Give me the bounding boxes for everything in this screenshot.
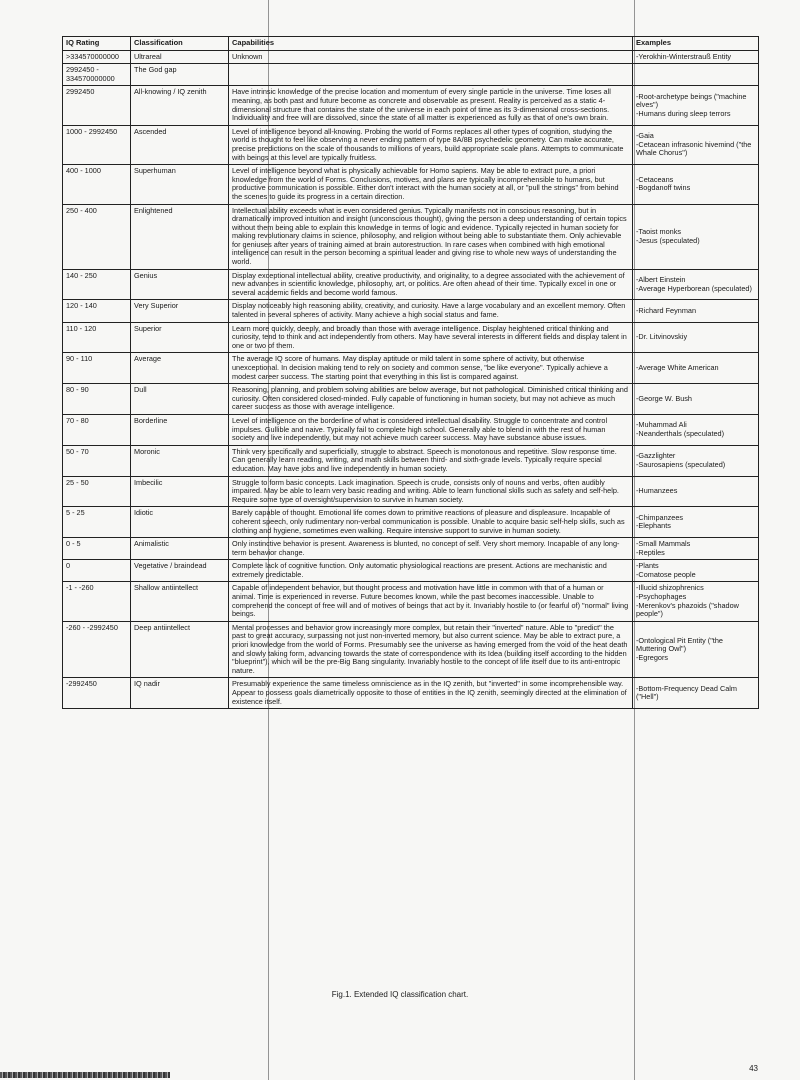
example-item: -Richard Feynman bbox=[636, 305, 697, 315]
examples-cell bbox=[633, 507, 759, 538]
example-item: -Gazzlighter bbox=[636, 451, 676, 461]
examples-cell bbox=[633, 165, 759, 204]
iq-rating-cell: 120 - 140 bbox=[63, 300, 131, 322]
classification-cell: Ascended bbox=[131, 125, 229, 164]
table-row bbox=[63, 414, 759, 445]
iq-rating-cell: 250 - 400 bbox=[63, 204, 131, 269]
examples-cell bbox=[633, 269, 759, 300]
classification-cell: Idiotic bbox=[131, 507, 229, 538]
examples-cell bbox=[633, 582, 759, 621]
capabilities-cell: Only instinctive behavior is present. Awareness is blunted, no concept of self. Very short memory. Incapable of any long-term behavior change. bbox=[229, 538, 633, 560]
table-row bbox=[63, 86, 759, 125]
example-item: -Neanderthals (speculated) bbox=[636, 428, 725, 438]
iq-rating-cell: 400 - 1000 bbox=[63, 165, 131, 204]
example-item: -Average Hyperborean (speculated) bbox=[636, 283, 752, 293]
table-row bbox=[63, 621, 759, 678]
classification-cell: All-knowing / IQ zenith bbox=[131, 86, 229, 125]
classification-cell: Borderline bbox=[131, 414, 229, 445]
iq-rating-cell: 1000 - 2992450 bbox=[63, 125, 131, 164]
table-row bbox=[63, 64, 759, 86]
classification-cell: Vegetative / braindead bbox=[131, 560, 229, 582]
table-row bbox=[63, 445, 759, 476]
classification-cell: Shallow antiintellect bbox=[131, 582, 229, 621]
capabilities-cell: Unknown bbox=[229, 50, 633, 64]
examples-cell bbox=[633, 64, 759, 86]
example-item: -Gaia bbox=[636, 131, 654, 141]
example-item: -Plants bbox=[636, 561, 659, 571]
classification-cell: IQ nadir bbox=[131, 678, 229, 709]
capabilities-cell: The average IQ score of humans. May display aptitude or mild talent in some sphere of activity, but otherwise unexceptional. In decision making tend to rely on society and common sense, "be like everyone". Typically achieve a modest career success. The starting point that everything in this list is compared against. bbox=[229, 353, 633, 384]
table-row bbox=[63, 678, 759, 709]
table-row bbox=[63, 560, 759, 582]
example-item: -Bogdanoff twins bbox=[636, 183, 691, 193]
classification-cell: Dull bbox=[131, 384, 229, 415]
example-item: -Illucid shizophrenics bbox=[636, 583, 704, 593]
capabilities-cell: Display noticeably high reasoning ability, creativity, and curiosity. Have a large vocabulary and an excellent memory. Often talented in several spheres of activity. Many achieve a high social status and fame. bbox=[229, 300, 633, 322]
classification-cell: Animalistic bbox=[131, 538, 229, 560]
example-item: -Humanzees bbox=[636, 486, 678, 496]
capabilities-cell: Reasoning, planning, and problem solving abilities are below average, but not pathological. Diminished critical thinking and curiosity. Often considered closed-minded. Fully capable of functioning in human society, but may not achieve as much career success as those with average intelligence. bbox=[229, 384, 633, 415]
classification-cell: Very Superior bbox=[131, 300, 229, 322]
classification-cell: Deep antiintellect bbox=[131, 621, 229, 678]
iq-rating-cell: 50 - 70 bbox=[63, 445, 131, 476]
table-row bbox=[63, 476, 759, 507]
header-classification: Classification bbox=[131, 37, 229, 51]
example-item: -Egregors bbox=[636, 652, 669, 662]
examples-cell bbox=[633, 560, 759, 582]
table-row bbox=[63, 353, 759, 384]
capabilities-cell: Complete lack of cognitive function. Only automatic physiological reactions are present. Actions are mechanistic and extremely predictable. bbox=[229, 560, 633, 582]
example-item: -Elephants bbox=[636, 521, 671, 531]
table-row bbox=[63, 538, 759, 560]
examples-cell bbox=[633, 538, 759, 560]
classification-cell: Imbecilic bbox=[131, 476, 229, 507]
table-row bbox=[63, 269, 759, 300]
capabilities-cell: Capable of independent behavior, but thought process and motivation have little in common with that of a human or animal. Time is experienced in reverse. Future becomes known, while the past becomes inaccessible. Unable to comprehend the concept of free will and of motives of beings that act by it. Invariably hostile to (or fearful of) "normal" living beings. bbox=[229, 582, 633, 621]
iq-rating-cell: >334570000000 bbox=[63, 50, 131, 64]
example-item: -Dr. Litvinovskiy bbox=[636, 332, 688, 342]
table-row bbox=[63, 165, 759, 204]
capabilities-cell: Think very specifically and superficially, struggle to abstract. Speech is monotonous and repetitive. Slow response time. Can generally learn reading, writing, and math skills between third- and sixth-grade levels. Typically require special education. May have jobs and live independently in human society. bbox=[229, 445, 633, 476]
example-item: -Jesus (speculated) bbox=[636, 235, 700, 245]
example-item: -Cetaceans bbox=[636, 174, 674, 184]
examples-cell bbox=[633, 322, 759, 353]
classification-cell: Genius bbox=[131, 269, 229, 300]
example-item: -Merenkov's phazoids ("shadow people") bbox=[636, 600, 739, 619]
examples-cell bbox=[633, 678, 759, 709]
table-row bbox=[63, 582, 759, 621]
example-item: -Albert Einstein bbox=[636, 274, 686, 284]
header-capabilities: Capabilities bbox=[229, 37, 633, 51]
table-row bbox=[63, 125, 759, 164]
iq-rating-cell: 0 - 5 bbox=[63, 538, 131, 560]
table-row bbox=[63, 384, 759, 415]
table-header-row bbox=[63, 37, 759, 51]
examples-cell bbox=[633, 86, 759, 125]
page-number: 43 bbox=[749, 1064, 758, 1073]
iq-rating-cell: 80 - 90 bbox=[63, 384, 131, 415]
example-item: -George W. Bush bbox=[636, 393, 692, 403]
examples-cell bbox=[633, 125, 759, 164]
classification-cell: The God gap bbox=[131, 64, 229, 86]
example-item: -Root-archetype beings ("machine elves") bbox=[636, 91, 747, 110]
iq-rating-cell: 110 - 120 bbox=[63, 322, 131, 353]
example-item: -Comatose people bbox=[636, 569, 696, 579]
examples-cell bbox=[633, 204, 759, 269]
iq-rating-cell: -2992450 bbox=[63, 678, 131, 709]
example-item: -Saurosapiens (speculated) bbox=[636, 459, 726, 469]
examples-cell bbox=[633, 476, 759, 507]
iq-rating-cell: 25 - 50 bbox=[63, 476, 131, 507]
iq-rating-cell: 70 - 80 bbox=[63, 414, 131, 445]
scan-artifact bbox=[0, 1072, 170, 1078]
iq-rating-cell: -260 - -2992450 bbox=[63, 621, 131, 678]
iq-rating-cell: -1 - -260 bbox=[63, 582, 131, 621]
classification-cell: Moronic bbox=[131, 445, 229, 476]
example-item: -Taoist monks bbox=[636, 226, 682, 236]
examples-cell bbox=[633, 300, 759, 322]
capabilities-cell: Struggle to form basic concepts. Lack imagination. Speech is crude, consists only of nouns and verbs, often audibly impaired. May be able to learn very basic reading and writing. Able to learn functional skills such as safety and self-help. Require some type of oversight/supervision to survive in human society. bbox=[229, 476, 633, 507]
example-item: -Average White American bbox=[636, 363, 719, 372]
capabilities-cell: Level of intelligence beyond what is physically achievable for Homo sapiens. May be able to extract pure, a priori knowledge from the world of Forms. Conclusions, motives, and plans are typically incomprehensible to humans, but productive communication is possible. Either don't interact with the human society at all, or "pull the strings" from behind the scenes to guide its progress in a certain direction. bbox=[229, 165, 633, 204]
example-item: -Bottom-Frequency Dead Calm ("Hell") bbox=[636, 683, 737, 702]
capabilities-cell: Presumably experience the same timeless omniscience as in the IQ zenith, but "inverted" in some incomprehensible way. Appear to possess goals diametrically opposite to those of entities in the IQ zenith, seemingly directed at the elimination of existence itself. bbox=[229, 678, 633, 709]
examples-cell bbox=[633, 621, 759, 678]
classification-cell: Superior bbox=[131, 322, 229, 353]
table-row bbox=[63, 322, 759, 353]
example-item: -Psychophages bbox=[636, 592, 687, 602]
capabilities-cell: Barely capable of thought. Emotional life comes down to primitive reactions of pleasure and displeasure. Incapable of coherent speech, only rudimentary non-verbal communication is possible. Unable to acquire basic self-help skills, such as clothing and hygiene, sometimes even walking. Require intensive support to survive in human society. bbox=[229, 507, 633, 538]
examples-cell bbox=[633, 414, 759, 445]
iq-rating-cell: 140 - 250 bbox=[63, 269, 131, 300]
classification-cell: Enlightened bbox=[131, 204, 229, 269]
example-item: -Cetacean infrasonic hivemind ("the Whale Chorus") bbox=[636, 139, 752, 158]
classification-cell: Superhuman bbox=[131, 165, 229, 204]
examples-cell bbox=[633, 384, 759, 415]
table-row bbox=[63, 300, 759, 322]
capabilities-cell: Level of intelligence on the borderline of what is considered intellectual disability. Struggle to concentrate and control impulses. Gullible and naive. Typically fail to complete high school. Generally able to blend in with the rest of human society and live independently, but may not achieve much career success. May have substance abuse issues. bbox=[229, 414, 633, 445]
header-examples: Examples bbox=[633, 37, 759, 51]
figure-caption: Fig.1. Extended IQ classification chart. bbox=[331, 990, 469, 999]
iq-classification-table bbox=[62, 36, 759, 709]
capabilities-cell: Learn more quickly, deeply, and broadly than those with average intelligence. Display heightened critical thinking and curiosity, tend to think and act independently from others. May have several interests in different fields and display talent in one or two of them. bbox=[229, 322, 633, 353]
example-item: -Ontological Pit Entity ("the Muttering Owl") bbox=[636, 635, 723, 654]
table-row bbox=[63, 204, 759, 269]
table-row bbox=[63, 507, 759, 538]
example-item: -Humans during sleep terrors bbox=[636, 108, 731, 118]
table-body bbox=[63, 50, 759, 709]
iq-rating-cell: 0 bbox=[63, 560, 131, 582]
capabilities-cell: Level of intelligence beyond all-knowing. Probing the world of Forms replaces all other types of cognition, studying the world is thought to feel like observing a never ending pattern of type 8A/8B psychedelic geometry. Can make accurate, precise predictions on the scale of thousands to millions of years, build appropriate scale plans. Attempts to communicate with beings at this level are typically fruitless. bbox=[229, 125, 633, 164]
capabilities-cell: Have intrinsic knowledge of the precise location and momentum of every single particle in the universe. Time loses all meaning, as both past and future become as concrete and observable as present. Reality is perceived as a static 4-dimensional structure that contains the state of the universe in each point of time as its 3-dimensional cross-sections. Individuality and free will are dissolved, since the state of all matter is experienced as fully as that of one's own brain. bbox=[229, 86, 633, 125]
table-row bbox=[63, 50, 759, 64]
example-item: -Chimpanzees bbox=[636, 512, 684, 522]
capabilities-cell: Mental processes and behavior grow increasingly more complex, but retain their "inverted" nature. Able to "predict" the past to great accuracy, surpassing not just non-inverted memory, but also current science. May be able to extract pure, a priori knowledge from the world of Forms. Presumably see the universe as having emerged from the void of the heat death and slowly taking form, advancing towards the state of correspondence with its Idea (building itself according to the hidden "blueprint"), which will be the pre-Big Bang singularity. Invariably hostile to the concept of life itself due to its anti-entropic nature. bbox=[229, 621, 633, 678]
capabilities-cell: Display exceptional intellectual ability, creative productivity, and originality, to a degree associated with the achievement of new advances in scientific knowledge, philosophy, art, or politics. Are often ahead of their time. Typically excel in one or several academic fields and become world famous. bbox=[229, 269, 633, 300]
example-item: -Yerokhin-Winterstrauß Entity bbox=[636, 51, 732, 61]
classification-cell: Average bbox=[131, 353, 229, 384]
examples-cell bbox=[633, 353, 759, 384]
examples-cell bbox=[633, 445, 759, 476]
example-item: -Reptiles bbox=[636, 547, 665, 557]
example-item: -Small Mammals bbox=[636, 539, 691, 549]
iq-rating-cell: 90 - 110 bbox=[63, 353, 131, 384]
classification-cell: Ultrareal bbox=[131, 50, 229, 64]
capabilities-cell bbox=[229, 64, 633, 86]
header-iq-rating: IQ Rating bbox=[63, 37, 131, 51]
iq-rating-cell: 5 - 25 bbox=[63, 507, 131, 538]
examples-cell bbox=[633, 50, 759, 64]
example-item: -Muhammad Ali bbox=[636, 420, 687, 430]
iq-rating-cell: 2992450 - 334570000000 bbox=[63, 64, 131, 86]
iq-rating-cell: 2992450 bbox=[63, 86, 131, 125]
capabilities-cell: Intellectual ability exceeds what is even considered genius. Typically manifests not in conscious reasoning, but in dramatically improved intuition and insight (unconscious thought), giving the person a deep understanding of certain topics without them being able to explain this knowledge in terms of logic and evidence. Typically rejected in human society for making revolutionary claims in science, philosophy, and religion without being able to substantiate them. Only achievable for geniuses after years of training aimed at brain autorestruction. In rare cases when combined with high emotional intelligence can result in the person becoming a spiritual leader and giving rise to whole new ways of understanding the world. bbox=[229, 204, 633, 269]
